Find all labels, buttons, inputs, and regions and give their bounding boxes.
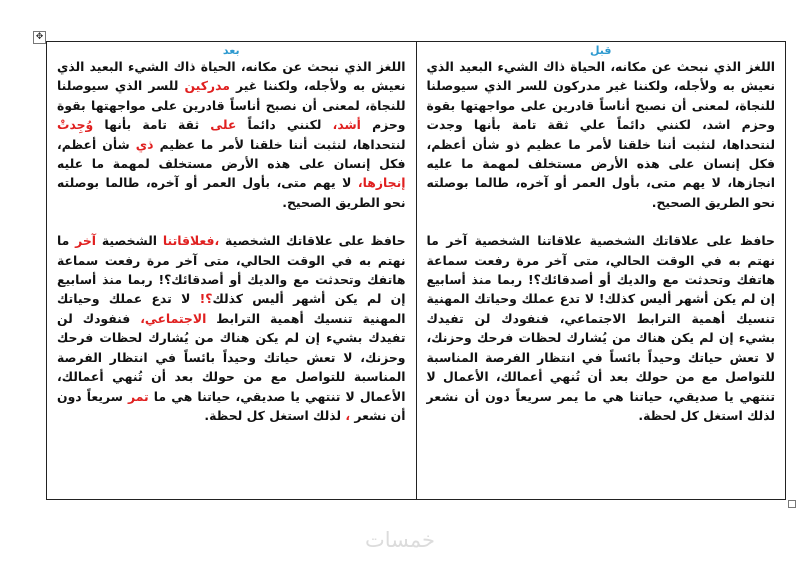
- after-p2-text: لا تدع عملك وحياتك المهنية تنسيك أهمية الترابط: [57, 291, 406, 326]
- after-p2-text: الشخصية: [96, 233, 163, 249]
- before-paragraph-1: اللغز الذي نبحث عن مكانه، الحياة ذاك الشيء البعيد الذي نعيش به ولأجله، ولكننا غير مدركون للسر الذي سيوصلنا للنجاة، لمعنى أن نصبح أناساً قادرين على مواجهتها بقوة وحزم اشد، لكنني دائماً علي ثقة تامة بأنها وجدت لنتحداها، لنثبت أننا خلقنا لأمر ما عظيم ذو شأن أعظم، فكل إنسان على هذه الأرض مستخلف لمهمة ما عليه انجازها، لا يهم متى، بأول العمر أو آخره، طالما بوصلته نحو الطريق الصحيح.: [426, 59, 775, 210]
- table-move-handle-icon[interactable]: ✥: [33, 31, 46, 44]
- after-p1-correction: مدركين: [184, 78, 230, 94]
- after-p1-correction: أشد،: [332, 117, 361, 133]
- after-p1-text: للسر الذي سيوصلنا للنجاة، لمعنى أن نصبح أناساً قادرين على مواجهتها بقوة وحزم: [57, 78, 406, 133]
- after-p1-correction: إنجازها،: [357, 175, 406, 191]
- after-p1-text: لكنني دائماً: [236, 117, 333, 133]
- before-column: [416, 42, 786, 500]
- after-p2-correction: ،فعلاقاتنا: [162, 233, 220, 249]
- table-row: [47, 42, 786, 500]
- table-resize-handle-icon[interactable]: [788, 500, 796, 508]
- after-p1-correction: على: [210, 117, 237, 133]
- comparison-table: [46, 41, 786, 500]
- after-p1-text: لنتحداها، لنثبت أننا خلقنا لأمر ما عظيم: [153, 136, 406, 152]
- after-column-header: بعد: [222, 44, 240, 57]
- paragraph-spacer: [427, 212, 776, 231]
- watermark-logo: خمسات: [364, 528, 436, 552]
- after-p2-correction: ،: [345, 407, 351, 423]
- after-p2-correction: ؟!: [199, 291, 213, 307]
- after-p2-correction: آخر: [75, 233, 97, 249]
- before-paragraph-2: حافظ على علاقاتك الشخصية علاقاتنا الشخصية آخر ما نهتم به في الوقت الحالي، متى آخر مرة رفعت سماعة هاتفك وتحدثت مع والديك أو أصدقائك؟! ربما منذ أسابيع إن لم يكن أشهر أليس كذلك! لا تدع عملك وحياتك المهنية تنسيك أهمية الترابط الاجتماعي، فنفودك لن تفيدك بشيء إن لم يكن هناك من يُشارك لحظات فرحك وحزنك، لا تعش حياتك وحيداً بائساً في انتظار الفرصة المناسبة للتواصل مع من حولك بعد أن تُنهي أعمالك، الأعمال لا تنتهي يا صديقي، حياتنا هي ما يمر سريعاً دون أن نشعر لذلك استغل كل لحظة.: [426, 233, 775, 423]
- after-paragraph-2: [57, 231, 406, 425]
- after-p2-text: حافظ على علاقاتك الشخصية: [219, 233, 406, 249]
- after-p2-correction: تمر: [128, 388, 149, 404]
- after-p1-text: ثقة تامة بأنها: [93, 117, 211, 133]
- after-paragraph-1: [57, 57, 406, 212]
- after-p1-correction: ذي: [135, 136, 154, 152]
- after-p2-text: ما نهتم به في الوقت الحالي، متى آخر مرة رفعت سماعة هاتفك وتحدثت مع والديك أو أصدقائك؟! ربما منذ أسابيع إن لم يكن أشهر أليس كذلك: [57, 233, 406, 307]
- after-p1-correction: وُجِدتْ: [57, 117, 94, 133]
- after-p2-text: سريعاً دون أن نشعر: [57, 388, 406, 423]
- after-p1-text: شأن أعظم، فكل إنسان على هذه الأرض مستخلف لمهمة ما عليه: [57, 136, 406, 172]
- after-p1-text: اللغز الذي نبحث عن مكانه، الحياة ذاك الشيء البعيد الذي نعيش به ولأجله، ولكننا غير: [57, 59, 406, 94]
- after-p2-text: فنفودك لن تفيدك بشيء إن لم يكن هناك من يُشارك لحظات فرحك وحزنك، لا تعش حياتك وحيداً بائساً في انتظار الفرصة المناسبة للتواصل مع من حولك بعد أن تُنهي أعمالك، الأعمال لا تنتهي يا صديقي، حياتنا هي ما: [57, 310, 406, 404]
- after-p2-text: لذلك استغل كل لحظة.: [204, 407, 346, 423]
- after-column: [47, 42, 417, 500]
- after-p1-text: لا يهم متى، بأول العمر أو آخره، طالما بوصلته نحو الطريق الصحيح.: [57, 175, 406, 210]
- paragraph-spacer: [57, 212, 406, 231]
- after-p2-correction: الاجتماعي،: [140, 310, 207, 326]
- before-column-header: قبل: [589, 44, 612, 57]
